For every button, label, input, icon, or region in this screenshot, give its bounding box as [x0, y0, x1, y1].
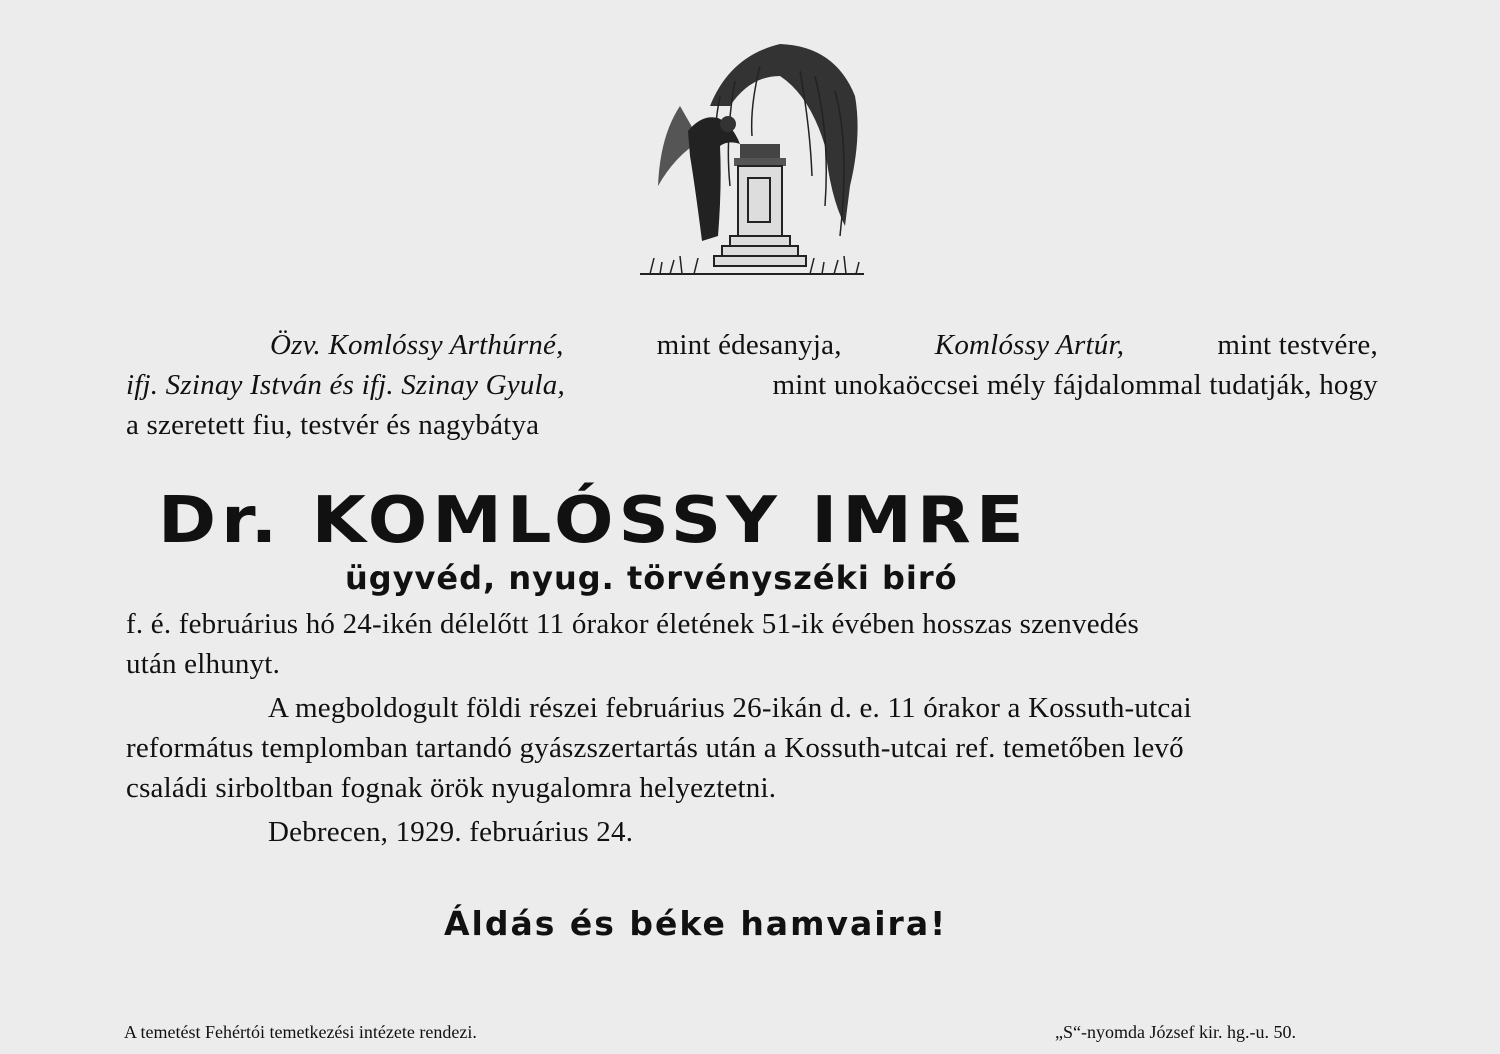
death-details-paragraph	[126, 604, 1378, 684]
funeral-details-line-3: családi sirboltban fognak örök nyugalomra helyeztetni.	[126, 772, 777, 804]
dateline: Debrecen, 1929. február​ius 24.	[268, 816, 634, 848]
relation-brother: mint testvére,	[1217, 329, 1378, 361]
memorial-angel-willow-icon	[640, 36, 864, 278]
funeral-details-line-2: református templomban tartandó gyászszertartás után a Kossuth-utcai ref. temetőben levő	[126, 732, 1184, 764]
mother-name: Özv. Komlóssy Arthúrné,	[270, 329, 564, 361]
printer-credit: „S“-nyomda József kir. hg.-u. 50.	[1055, 1022, 1296, 1042]
deceased-title: ügyvéd, nyug. törvényszéki biró	[345, 559, 958, 597]
nephews-names: ifj. Szinay István és ifj. Szinay Gyula,	[126, 369, 565, 401]
announcement-paragraph	[126, 325, 1378, 445]
death-details-line-1: f. é. február​ius hó 24-ikén délelőtt 11 órakor életének 51-ik évében hosszas szenvedés	[126, 608, 1140, 640]
deceased-name: Dr. KOMLÓSSY IMRE	[158, 482, 1029, 558]
funeral-director-credit: A temetést Fehértói temetkezési intézete rendezi.	[124, 1022, 477, 1042]
funeral-details-paragraph	[126, 688, 1378, 808]
funeral-details-line-1: A megboldogult földi részei február​ius 26-ikán d. e. 11 órakor a Kossuth-utcai	[268, 692, 1192, 724]
relation-nephews: mint unokaöccsei mély fájdalommal tudatják, hogy	[772, 369, 1378, 401]
death-details-line-2: után elhunyt.	[126, 648, 281, 680]
brother-name: Komlóssy Artúr,	[934, 329, 1125, 361]
relation-mother: mint édesanyja,	[656, 329, 842, 361]
blessing: Áldás és béke hamvaira!	[444, 904, 948, 943]
announcement-line-3: a szeretett fiu, testvér és nagybátya	[126, 409, 540, 441]
